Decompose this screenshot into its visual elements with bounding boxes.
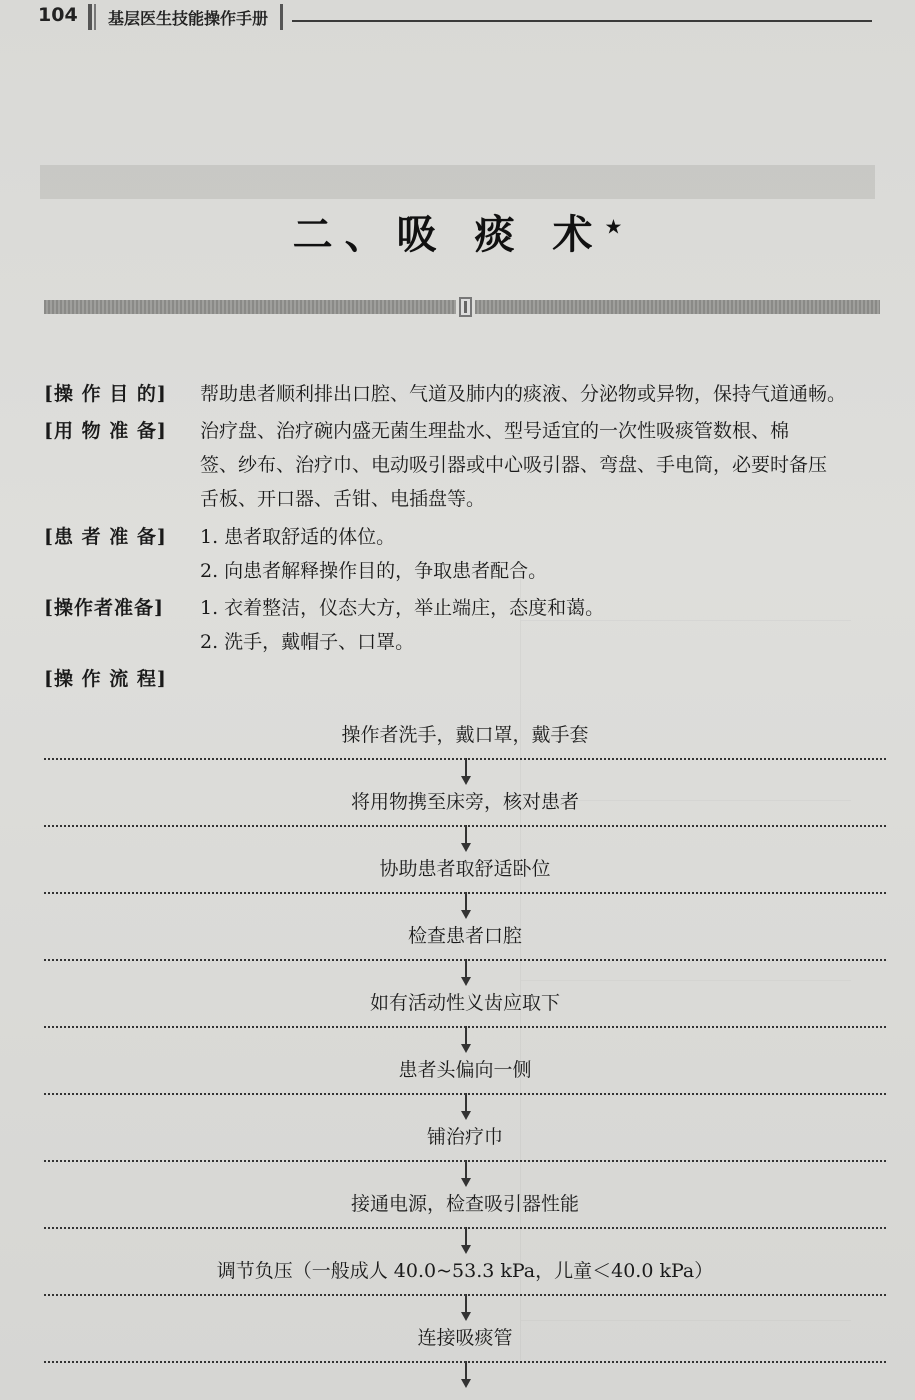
field-line: 帮助患者顺利排出口腔、气道及肺内的痰液、分泌物或异物，保持气道通畅。 xyxy=(200,383,847,405)
field-line: 舌板、开口器、舌钳、电插盘等。 xyxy=(200,488,486,510)
flow-step: 将用物携至床旁，核对患者 xyxy=(350,791,579,813)
field-content xyxy=(200,377,890,411)
field-line: 2. 洗手，戴帽子、口罩。 xyxy=(200,631,415,653)
flow-step: 如有活动性义齿应取下 xyxy=(369,992,560,1014)
flow-step: 患者头偏向一侧 xyxy=(398,1059,532,1081)
field-line: 2. 向患者解释操作目的，争取患者配合。 xyxy=(200,560,548,582)
section-title xyxy=(0,203,915,260)
field-line: 1. 患者取舒适的体位。 xyxy=(200,526,396,548)
field-label: [操 作 流 程] xyxy=(44,668,167,690)
field-label: [操作者准备] xyxy=(44,597,164,619)
title-divider-ornament xyxy=(459,297,472,317)
show-through-band xyxy=(40,165,875,199)
field-label: [患 者 准 备] xyxy=(44,526,167,548)
flow-step: 连接吸痰管 xyxy=(417,1327,513,1349)
down-arrow-icon xyxy=(461,1227,471,1255)
running-head-title: 基层医生技能操作手册 xyxy=(108,9,269,28)
field-line: 治疗盘、治疗碗内盛无菌生理盐水、型号适宜的一次性吸痰管数根、棉 xyxy=(200,420,790,442)
star-icon: ★ xyxy=(604,214,623,239)
flow-step: 接通电源，检查吸引器性能 xyxy=(350,1193,579,1215)
down-arrow-icon xyxy=(461,1160,471,1188)
down-arrow-icon xyxy=(461,892,471,920)
field-label: [用 物 准 备] xyxy=(44,420,167,442)
header-rule-thin xyxy=(94,4,96,30)
down-arrow-icon xyxy=(461,1361,471,1389)
field-content xyxy=(200,591,890,659)
flow-step: 调节负压（一般成人 40.0~53.3 kPa，儿童＜40.0 kPa） xyxy=(216,1260,714,1282)
down-arrow-icon xyxy=(461,1026,471,1054)
down-arrow-icon xyxy=(461,758,471,786)
flow-step: 操作者洗手，戴口罩，戴手套 xyxy=(341,724,589,746)
flow-step: 铺治疗巾 xyxy=(426,1126,503,1148)
down-arrow-icon xyxy=(461,959,471,987)
page-number: 104 xyxy=(38,4,78,26)
title-divider-right xyxy=(475,300,880,314)
section-title-text: 二、吸 痰 术 xyxy=(292,212,605,258)
field-label: [操 作 目 的] xyxy=(44,383,167,405)
down-arrow-icon xyxy=(461,1093,471,1121)
field-content xyxy=(200,520,890,588)
header-rule-end xyxy=(280,4,283,30)
header-line xyxy=(292,20,872,22)
flow-step: 检查患者口腔 xyxy=(407,925,522,947)
title-divider-left xyxy=(44,300,456,314)
field-line: 1. 衣着整洁，仪态大方，举止端庄，态度和蔼。 xyxy=(200,597,605,619)
field-line: 签、纱布、治疗巾、电动吸引器或中心吸引器、弯盘、手电筒，必要时备压 xyxy=(200,454,828,476)
down-arrow-icon xyxy=(461,1294,471,1322)
field-content xyxy=(200,414,890,516)
header-rule-thick xyxy=(88,4,92,30)
flow-step: 协助患者取舒适卧位 xyxy=(379,858,551,880)
down-arrow-icon xyxy=(461,825,471,853)
